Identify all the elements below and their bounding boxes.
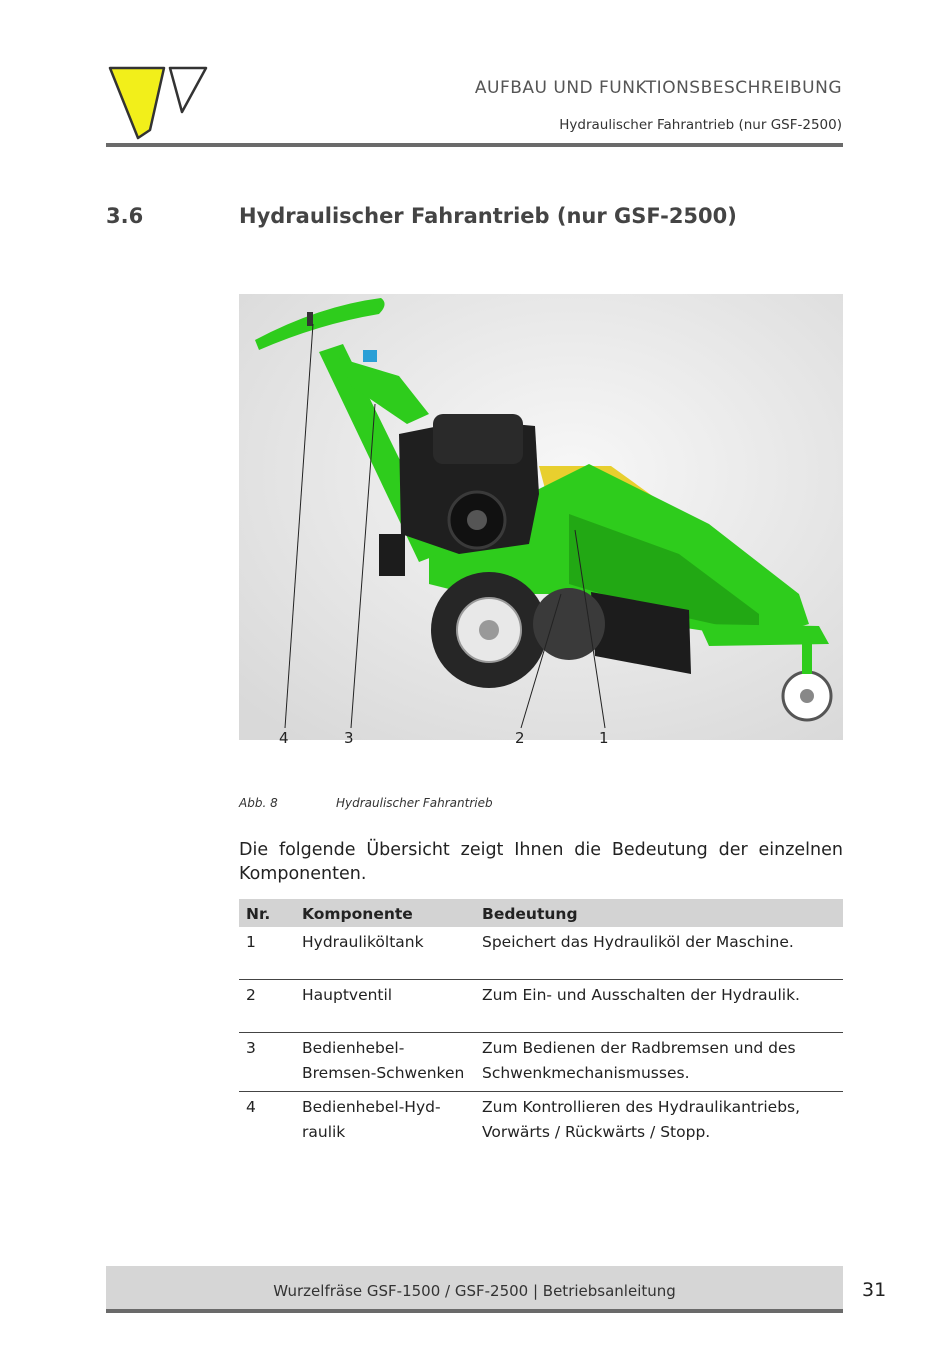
cell-nr: 4 bbox=[246, 1098, 256, 1116]
table-row bbox=[239, 1092, 843, 1151]
component-table bbox=[239, 899, 843, 1150]
cell-bedeutung: Zum Ein- und Ausschalten der Hydraulik. bbox=[475, 980, 843, 1033]
table-row bbox=[239, 927, 843, 980]
callout-3: 3 bbox=[344, 729, 354, 747]
callout-4: 4 bbox=[279, 729, 289, 747]
cell-komponente: Hauptventil bbox=[295, 980, 475, 1033]
header-subsection: Hydraulischer Fahrantrieb (nur GSF-2500) bbox=[559, 117, 842, 133]
header-divider bbox=[106, 143, 843, 147]
header-bedeutung: Bedeutung bbox=[475, 899, 843, 927]
header-nr: Nr. bbox=[239, 899, 295, 927]
table-row bbox=[239, 980, 843, 1033]
cell-bedeutung: Speichert das Hydrauliköl der Maschine. bbox=[475, 927, 843, 980]
section-number: 3.6 bbox=[106, 204, 144, 228]
callout-2: 2 bbox=[515, 729, 525, 747]
figure-caption-number: Abb. 8 bbox=[239, 796, 278, 810]
cell-bedeutung: Zum Bedienen der Radbremsen und des Schwenkmechanismusses. bbox=[475, 1033, 843, 1092]
intro-paragraph: Die folgende Übersicht zeigt Ihnen die Bedeutung der einzelnen Komponenten. bbox=[239, 840, 843, 884]
table-row bbox=[239, 1033, 843, 1092]
company-logo bbox=[108, 66, 208, 142]
footer-divider bbox=[106, 1309, 843, 1313]
cell-komponente: Bedienhebel-Hydraulik bbox=[302, 1098, 441, 1141]
figure-caption-text: Hydraulischer Fahrantrieb bbox=[336, 796, 493, 810]
machine-illustration bbox=[239, 294, 843, 740]
cell-komponente: Hydrauliköltank bbox=[295, 927, 475, 980]
header-chapter-title: AUFBAU UND FUNKTIONSBESCHREIBUNG bbox=[474, 78, 842, 98]
cell-bedeutung: Zum Kontrollieren des Hydraulikantriebs, Vorwärts / Rückwärts / Stopp. bbox=[482, 1098, 801, 1141]
section-title: Hydraulischer Fahrantrieb (nur GSF-2500) bbox=[239, 204, 737, 228]
callout-1: 1 bbox=[599, 729, 609, 747]
page-number: 31 bbox=[862, 1279, 887, 1301]
cell-komponente: Bedienhebel-Bremsen-Schwenken bbox=[295, 1033, 475, 1092]
cell-nr: 3 bbox=[239, 1033, 295, 1092]
footer-text: Wurzelfräse GSF-1500 / GSF-2500 | Betriebsanleitung bbox=[273, 1282, 676, 1300]
table-header-row bbox=[239, 899, 843, 927]
cell-nr: 1 bbox=[239, 927, 295, 980]
header-komponente: Komponente bbox=[295, 899, 475, 927]
cell-nr: 2 bbox=[239, 980, 295, 1033]
